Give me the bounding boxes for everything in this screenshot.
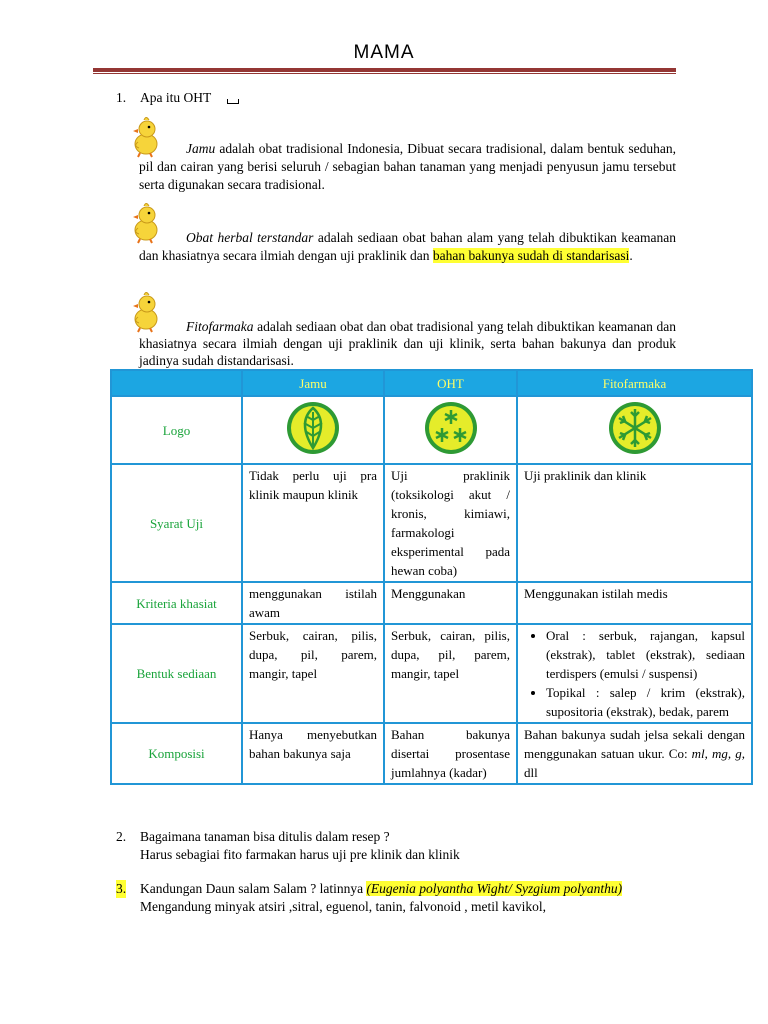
table-cell: Bahan bakunya disertai prosentase jumlahnya (kadar): [384, 723, 517, 784]
table-cell: Bahan bakunya sudah jelsa sekali dengan menggunakan satuan ukur. Co: ml, mg, g, dll: [517, 723, 752, 784]
table-header: OHT: [384, 370, 517, 396]
table-row: [111, 582, 752, 624]
fitofarmaka-term: Fitofarmaka: [186, 319, 254, 334]
table-header-row: [111, 370, 752, 396]
jamu-definition: Jamu adalah obat tradisional Indonesia, Dibuat secara tradisional, dalam bentuk seduhan, pil dan cairan yang berisi seluruh / sebagian bahan tanaman yang menjadi penyusun jamu tersebut serta digunakan secara tradisional.: [139, 141, 676, 192]
row-label: Logo: [111, 396, 242, 464]
jamu-term: Jamu: [186, 141, 216, 156]
highlight-text: bahan bakunya sudah di standarisasi: [432, 248, 630, 263]
table-header: [111, 370, 242, 396]
answer-text: Mengandung minyak atsiri ,sitral, eguenol, tanin, falvonoid , metil kavikol,: [140, 899, 547, 914]
logo-cell: [384, 396, 517, 464]
table-cell: Menggunakan: [384, 582, 517, 624]
page-title: MAMA: [353, 42, 415, 63]
table-cell: Uji praklinik dan klinik: [517, 464, 752, 582]
table-cell: Uji praklinik (toksikologi akut / kronis, kimiawi, farmakologi eksperimental pada hewan coba): [384, 464, 517, 582]
table-row: [111, 464, 752, 582]
list-item: • Topikal : salep / krim (ekstrak), supositoria (ekstrak), bedak, parem: [546, 683, 745, 721]
table-row: [111, 723, 752, 784]
units-text: ml, mg, g,: [691, 746, 746, 761]
row-label: Komposisi: [111, 723, 242, 784]
table-cell: [517, 624, 752, 723]
question-number: 1.: [116, 90, 127, 105]
oht-star-logo-icon: [423, 400, 479, 456]
table-row: [111, 624, 752, 723]
question-text: Bagaimana tanaman bisa ditulis dalam resep ?: [140, 829, 390, 844]
table-cell: Tidak perlu uji pra klinik maupun klinik: [242, 464, 384, 582]
table-cell: menggunakan istilah awam: [242, 582, 384, 624]
jamu-leaf-logo-icon: [285, 400, 341, 456]
logo-cell: [242, 396, 384, 464]
answer-text: Harus sebagiai fito farmakan harus uji pre klinik dan klinik: [140, 847, 460, 862]
row-label: Syarat Uji: [111, 464, 242, 582]
oht-term: Obat herbal terstandar: [186, 230, 314, 245]
fitofarmaka-snowflake-logo-icon: [607, 400, 663, 456]
question-text: Kandungan Daun salam Salam ? latinnya (Eugenia polyantha Wight/ Syzgium polyanthu): [140, 881, 623, 896]
list-item: • Oral : serbuk, rajangan, kapsul (ekstrak), tablet (ekstrak), sediaan terdispers (emulsi / suspensi): [546, 626, 745, 683]
logo-cell: [517, 396, 752, 464]
bentuk-list: [524, 626, 745, 721]
comparison-table: [110, 369, 753, 785]
table-cell: Serbuk, cairan, pilis, dupa, pil, parem, mangir, tapel: [384, 624, 517, 723]
title-rule: [93, 68, 676, 72]
question-2: [116, 828, 676, 864]
question-number: 2.: [116, 829, 127, 844]
latin-name: (Eugenia polyantha Wight/ Syzgium polyanthu): [366, 881, 623, 896]
table-row: [111, 396, 752, 464]
table-cell: Hanya menyebutkan bahan bakunya saja: [242, 723, 384, 784]
row-label: Bentuk sediaan: [111, 624, 242, 723]
table-header: Fitofarmaka: [517, 370, 752, 396]
question-3: [116, 880, 676, 916]
fitofarmaka-definition: Fitofarmaka adalah sediaan obat dan obat tradisional yang telah dibuktikan keamanan dan khasiatnya secara ilmiah dengan uji praklinik dan uji klinik, serta bahan bakunya dan produk jadinya sudah distandarisasi.: [139, 319, 676, 368]
oht-definition: Obat herbal terstandar adalah sediaan obat bahan alam yang telah dibuktikan keamanan dan khasiatnya secara ilmiah dengan uji praklinik dan bahan bakunya sudah di standarisasi.: [139, 230, 676, 263]
question-text: Apa itu OHT: [140, 90, 212, 105]
title-rule-thin: [93, 73, 676, 74]
question-number: 3.: [116, 881, 127, 896]
table-cell: Serbuk, cairan, pilis, dupa, pil, parem, mangir, tapel: [242, 624, 384, 723]
table-cell: Menggunakan istilah medis: [517, 582, 752, 624]
box-icon: [227, 99, 239, 104]
table-header: Jamu: [242, 370, 384, 396]
row-label: Kriteria khasiat: [111, 582, 242, 624]
